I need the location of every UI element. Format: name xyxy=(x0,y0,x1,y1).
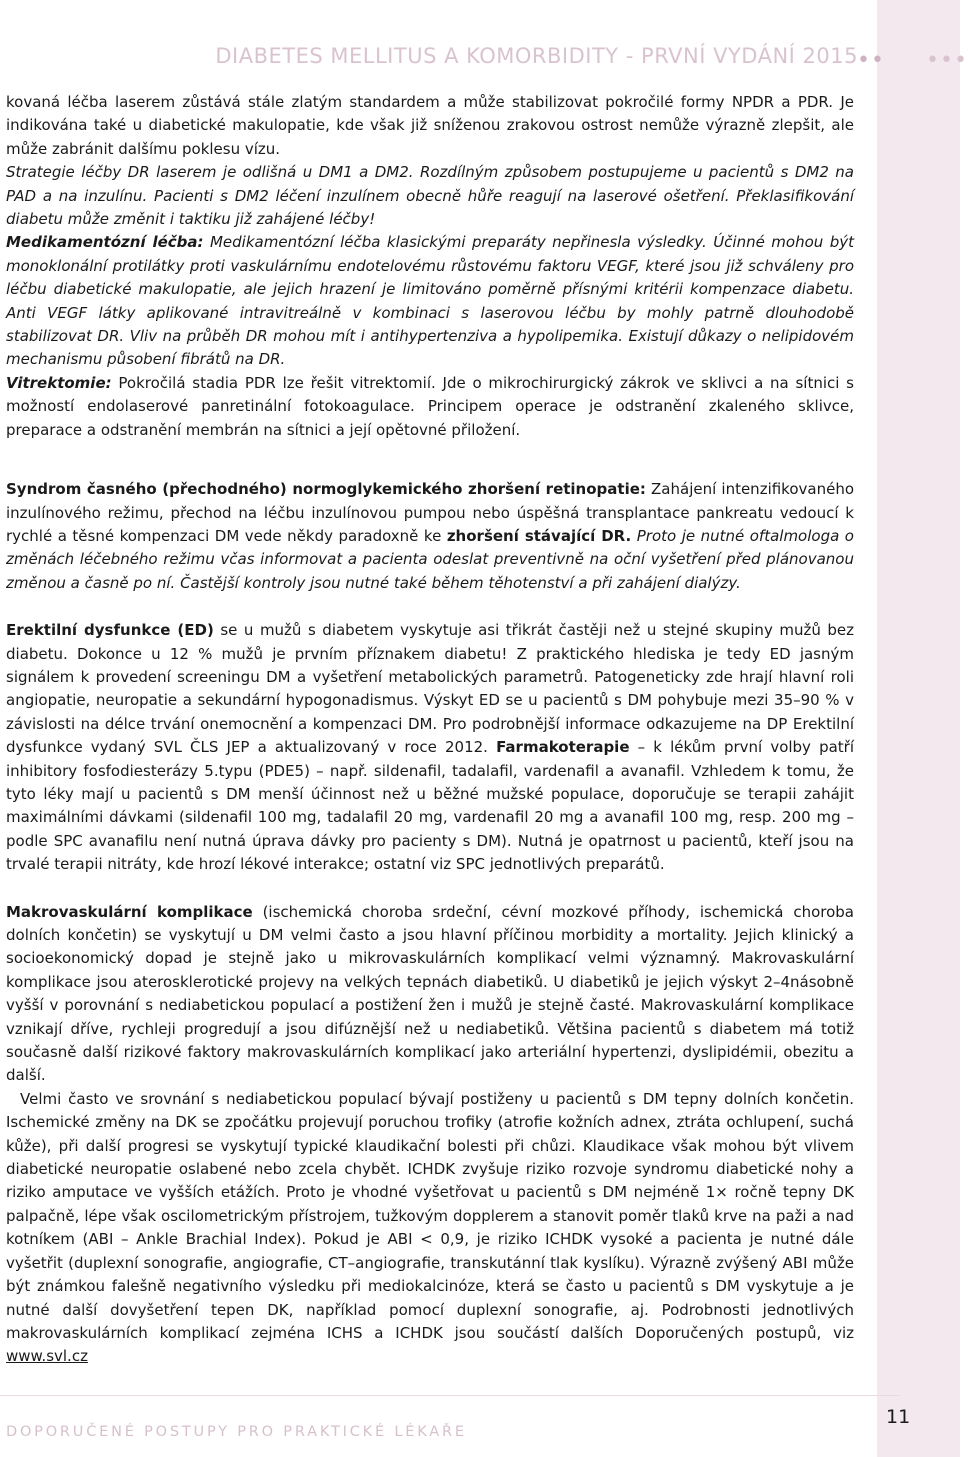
early-worsening-bold: zhoršení stávající DR. xyxy=(446,526,632,545)
macrovascular-label: Makrovaskulární komplikace xyxy=(6,902,253,921)
body-text xyxy=(6,91,854,1369)
paragraph-medication xyxy=(6,231,854,371)
lower-limbs-text: Velmi často ve srovnání s nediabetickou populací bývají postiženy u pacientů s DM tepny dolních končetin. Ischemické změny na DK se zpočátku projevují poruchou trofiky (atrofie kožních adnex, ztráta ochlupení, suchá kůže), při další progresi se vyskytují typické klaudikační bolesti při chůzi. Klaudikace však mohou být vlivem diabetické neuropatie oslabené nebo zcela chybět. ICHDK zvyšuje riziko rozvoje syndromu diabetické nohy a riziko amputace ve vyšších etážích. Proto je vhodné vyšetřovat u pacientů s DM nejméně 1× ročně tepny DK palpačně, lépe však oscilometrickým přístrojem, tužkovým dopplerem a stanovit poměr tlaků krve na paži a nad kotníkem (ABI – Ankle Brachial Index). Pokud je ABI < 0,9, je riziko ICHDK vysoké a pacienta je nutné dále vyšetřit (duplexní sonografie, angiografie, CT–angiografie, transkutánní tlak kyslíku). Výrazně zvýšený ABI může být známkou falešně negativního výsledku při mediokalcinóze, která se často u pacientů s DM vyskytuje a je nutné další dovyšetření tepen DK, například pomocí duplexní sonografie, aj. Podrobnosti jednotlivých makrovaskulárních komplikací zejména ICHS a ICHDK jsou součástí dalších Doporučených postupů, viz xyxy=(6,1089,854,1342)
paragraph-laser-strategy: Strategie léčby DR laserem je odlišná u DM1 a DM2. Rozdílným způsobem postupujeme u pacientů s DM2 na PAD a na inzulínu. Pacienti s DM2 léčení inzulínem obecně hůře reagují na laserové ošetření. Překlasifikování diabetu může změnit i taktiku již zahájené léčby! xyxy=(6,163,854,229)
early-worsening-italic: Proto je nutné oftalmologa o změnách léčebného režimu včas informovat a pacienta odeslat preventivně na oční vyšetření před plánovanou změnou a časně po ní. Častější kontroly jsou nutné také během těhotenství a při zahájení dialýzy. xyxy=(6,526,854,592)
pharmacotherapy-label: Farmakoterapie xyxy=(496,738,630,757)
running-header: DIABETES MELLITUS A KOMORBIDITY - PRVNÍ VYDÁNÍ 2015 xyxy=(215,44,858,68)
ed-label: Erektilní dysfunkce (ED) xyxy=(6,621,214,640)
svl-link[interactable]: www.svl.cz xyxy=(6,1347,88,1366)
vitrectomy-text: Pokročilá stadia PDR lze řešit vitrektomií. Jde o mikrochirurgický zákrok ve sklivci a na sítnici s možností endolaserové panretinální fotokoagulace. Principem operace je odstranění zkaleného sklivce, preparace a odstranění membrán na sítnici a její opětovné přiložení. xyxy=(6,373,854,439)
footer-divider xyxy=(0,1395,900,1396)
side-band xyxy=(877,0,960,1457)
paragraph-vitrectomy xyxy=(6,372,854,442)
paragraph-lower-limbs xyxy=(6,1088,854,1369)
early-worsening-text: Zahájení intenzifikovaného inzulínového režimu, přechod na léčbu inzulínovou pumpou nebo úspěšná transplantace pankreatu vedoucí k rychlé a těsné kompenzaci DM vede někdy paradoxně ke xyxy=(6,480,854,545)
page-number: 11 xyxy=(886,1406,911,1428)
footer-title: DOPORUČENÉ POSTUPY PRO PRAKTICKÉ LÉKAŘE xyxy=(6,1424,467,1440)
medication-text-rest: Účinné mohou být monoklonální protilátky proti vaskulárnímu endotelovému růstovému faktoru VEGF, které jsou již schváleny pro léčbu diabetické makulopatie, ale jejich hrazení je limitováno poměrně přísnými kritérii kompenzace diabetu. Anti VEGF látky aplikované intravitreálně v kombinaci s laserovou léčbu by mohly patrně dlouhodobě stabilizovat DR. Vliv na průběh DR mohou mít i antihypertenziva a hypolipemika. Existují důkazy o nelipidovém mechanismu působení fibrátů na DR. xyxy=(6,233,854,369)
early-worsening-label: Syndrom časného (přechodného) normoglykemického zhoršení retinopatie: xyxy=(6,480,646,499)
paragraph-erectile-dysfunction xyxy=(6,619,854,876)
paragraph-laser: kovaná léčba laserem zůstává stále zlatým standardem a může stabilizovat pokročilé formy NPDR a PDR. Je indikována také u diabetické makulopatie, kde však již sníženou zrakovou ostrost nemůže výrazně zlepšit, ale může zabránit dalšímu poklesu vízu. xyxy=(6,93,854,158)
vitrectomy-label: Vitrektomie: xyxy=(6,373,112,392)
ed-text: se u mužů s diabetem vyskytuje asi třikrát častěji než u stejné skupiny mužů bez diabetu. Dokonce u 12 % mužů je prvním příznakem diabetu! Z praktického hlediska je tedy ED jasným signálem k provedení screeningu DM a vyšetření metabolických parametrů. Patogeneticky zde hrají hlavní roli angiopatie, neuropatie a sekundární hypogonadismus. Výskyt ED se u pacientů s DM pohybuje mezi 35–90 % v závislosti na délce trvání onemocnění a kompenzaci DM. Pro podrobnější informace odkazujeme na DP Erektilní dysfunkce vydaný SVL ČLS JEP a aktualizovaný v roce 2012. xyxy=(6,621,854,757)
header-dots-sidebar: ••• xyxy=(926,48,968,73)
header-dots: •• xyxy=(857,48,885,73)
ed-text-2: – k lékům první volby patří inhibitory fosfodiesterázy 5.typu (PDE5) – např. sildenafil, tadalafil, vardenafil a avanafil. Vzhledem k tomu, že tyto léky mají u pacientů s DM menší účinnost než u běžné mužské populace, doporučuje se terapii zahájit maximálními dávkami (sildenafil 100 mg, tadalafil 20 mg, vardenafil 20 mg a avanafil 100 mg, resp. 200 mg – podle SPC avanafilu není nutná úprava dávky pro pacienty s DM). Nutná je opatrnost u pacientů, kteří jsou na trvalé terapii nitráty, kde hrozí lékové interakce; ostatní viz SPC jednotlivých preparátů. xyxy=(6,738,854,874)
paragraph-macrovascular xyxy=(6,901,854,1088)
medication-label: Medikamentózní léčba: xyxy=(6,233,204,252)
medication-text: Medikamentózní léčba klasickými preparáty nepřinesla výsledky. xyxy=(203,233,707,252)
macrovascular-text: (ischemická choroba srdeční, cévní mozkové příhody, ischemická choroba dolních končetin) se vyskytují u DM velmi často a jsou hlavní příčinou morbidity a mortality. Jejich klinický a socioekonomický dopad je stejně jako u mikrovaskulárních komplikací velmi významný. Makrovaskulární komplikace jsou aterosklerotické projevy na velkých tepnách diabetiků. U diabetiků je jejich výskyt 2–4násobně vyšší v porovnání s nediabetickou populací a postižení žen i mužů je stejně časté. Makrovaskulární komplikace vznikají dříve, rychleji progredují a jsou difúznější než u nediabetiků. Většina pacientů s diabetem má totiž současně další rizikové faktory makrovaskulárních komplikací jako arteriální hypertenzi, dyslipidémii, obezitu a další. xyxy=(6,902,854,1085)
paragraph-early-worsening xyxy=(6,478,854,595)
